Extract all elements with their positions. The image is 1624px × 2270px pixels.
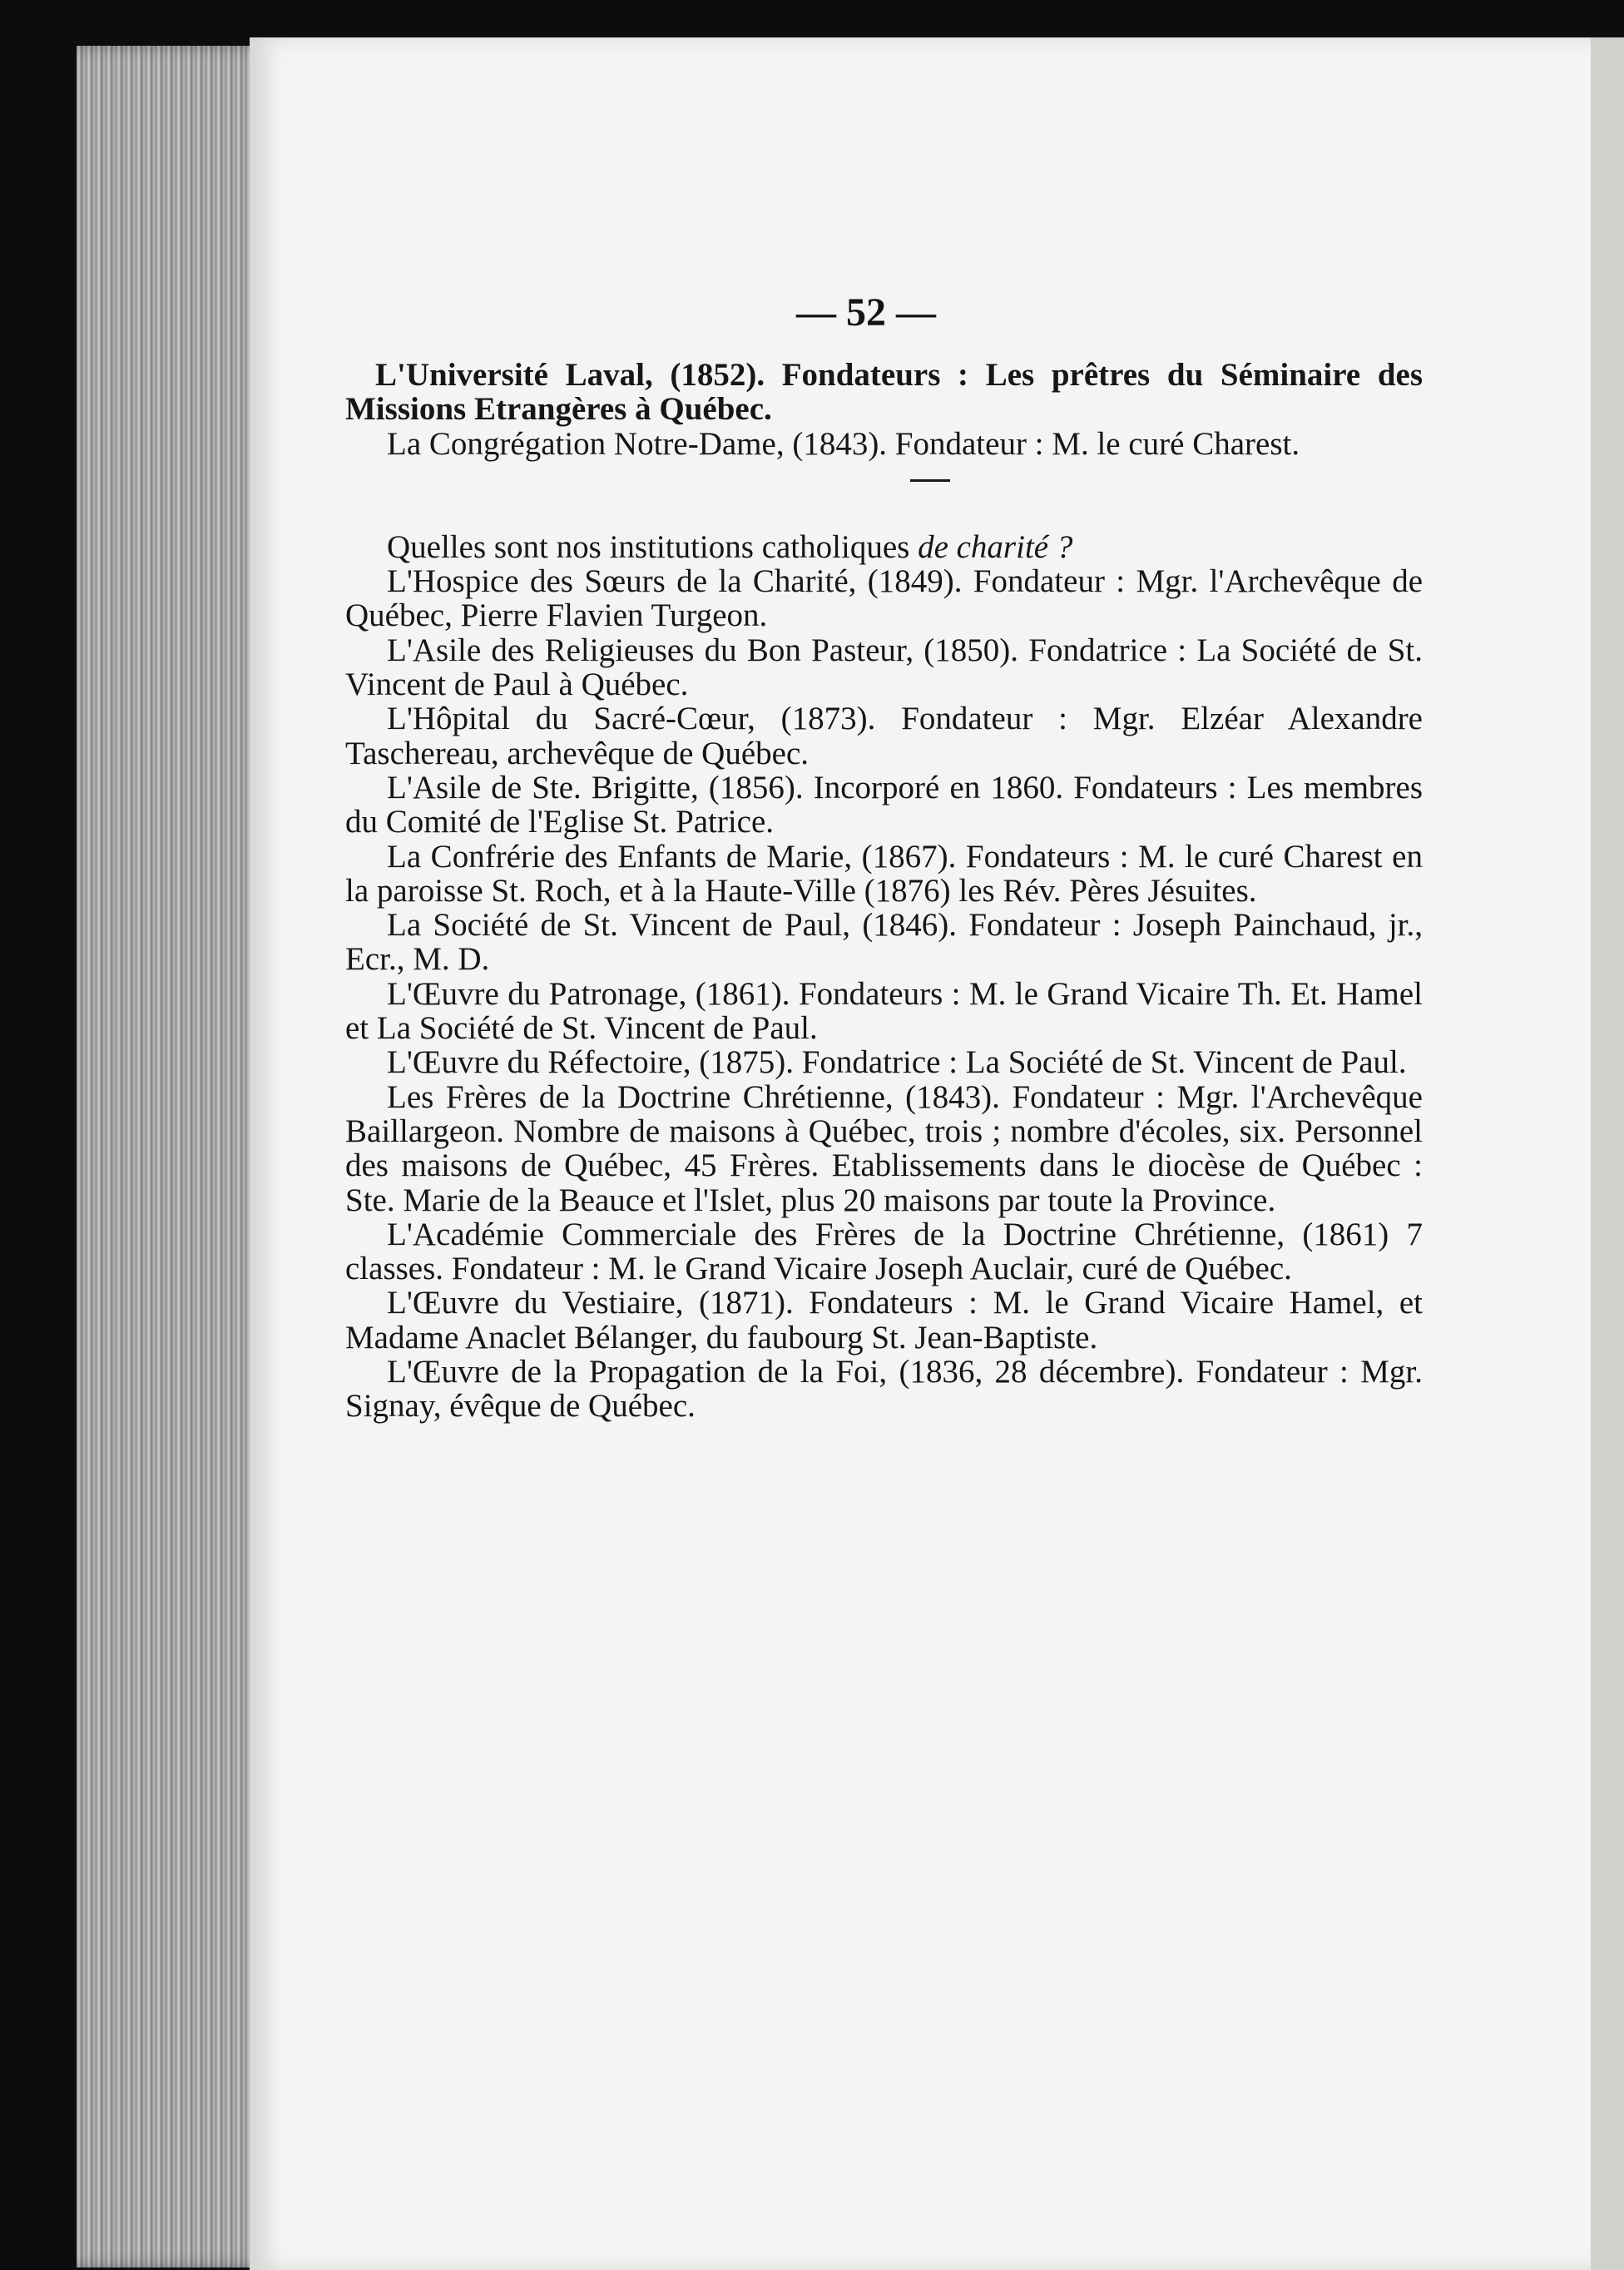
section-divider: [910, 479, 950, 482]
page-right-edge: [1591, 37, 1624, 2270]
paragraph-hospice-soeurs-charite: L'Hospice des Sœurs de la Charité, (1849). Fondateur : Mgr. l'Archevêque de Québec, Pierre Flavien Turgeon.: [345, 563, 1423, 634]
paragraph-oeuvre-vestiaire: L'Œuvre du Vestiaire, (1871). Fondateurs : M. le Grand Vicaire Hamel, et Madame Anaclet Bélanger, du faubourg St. Jean-Baptiste.: [345, 1285, 1423, 1356]
paragraph-congregation-notre-dame: La Congrégation Notre-Dame, (1843). Fondateur : M. le curé Charest.: [387, 425, 1300, 462]
paragraph-asile-ste-brigitte: L'Asile de Ste. Brigitte, (1856). Incorporé en 1860. Fondateurs : Les membres du Comité de l'Eglise St. Patrice.: [345, 769, 1423, 840]
paragraph-oeuvre-patronage: L'Œuvre du Patronage, (1861). Fondateurs : M. le Grand Vicaire Th. Et. Hamel et La Société de St. Vincent de Paul.: [345, 975, 1423, 1047]
paragraph-freres-doctrine-chretienne: Les Frères de la Doctrine Chrétienne, (1843). Fondateur : Mgr. l'Archevêque Baillargeon. Nombre de maisons à Québec, trois ; nombre d'écoles, six. Personnel des maisons de Québec, 45 Frères. Etablissements dans le diocèse de Québec : Ste. Marie de la Beauce et l'Islet, plus 20 maisons par toute la Province.: [345, 1078, 1423, 1218]
question-text: Quelles sont nos institutions catholiques: [387, 528, 918, 565]
book-page-edges: [77, 46, 268, 2268]
paragraph-universite-laval: L'Université Laval, (1852). Fondateurs : Les prêtres du Séminaire des Missions Etrangères à Québec.: [345, 357, 1423, 428]
paragraph-academie-commerciale: L'Académie Commerciale des Frères de la Doctrine Chrétienne, (1861) 7 classes. Fondateur : M. le Grand Vicaire Joseph Auclair, curé de Québec.: [345, 1216, 1423, 1287]
paragraph-oeuvre-refectoire: L'Œuvre du Réfectoire, (1875). Fondatrice : La Société de St. Vincent de Paul.: [387, 1044, 1407, 1081]
paragraph-asile-bon-pasteur: L'Asile des Religieuses du Bon Pasteur, (1850). Fondatrice : La Société de St. Vincent de Paul à Québec.: [345, 632, 1423, 703]
page-number: — 52 —: [796, 290, 936, 335]
paragraph-confrerie-enfants-marie: La Confrérie des Enfants de Marie, (1867). Fondateurs : M. le curé Charest en la paroisse St. Roch, et à la Haute-Ville (1876) les Rév. Pères Jésuites.: [345, 838, 1423, 909]
question-emphasis: de charité ?: [918, 528, 1073, 565]
paragraph-propagation-de-la-foi: L'Œuvre de la Propagation de la Foi, (1836, 28 décembre). Fondateur : Mgr. Signay, évêque de Québec.: [345, 1354, 1423, 1425]
section-question: [345, 530, 1423, 564]
page-text: [345, 358, 1423, 1424]
paragraph-hopital-sacre-coeur: L'Hôpital du Sacré-Cœur, (1873). Fondateur : Mgr. Elzéar Alexandre Taschereau, archevêque de Québec.: [345, 701, 1423, 771]
paragraph-societe-st-vincent-de-paul: La Société de St. Vincent de Paul, (1846). Fondateur : Joseph Painchaud, jr., Ecr., M. D.: [345, 907, 1423, 978]
